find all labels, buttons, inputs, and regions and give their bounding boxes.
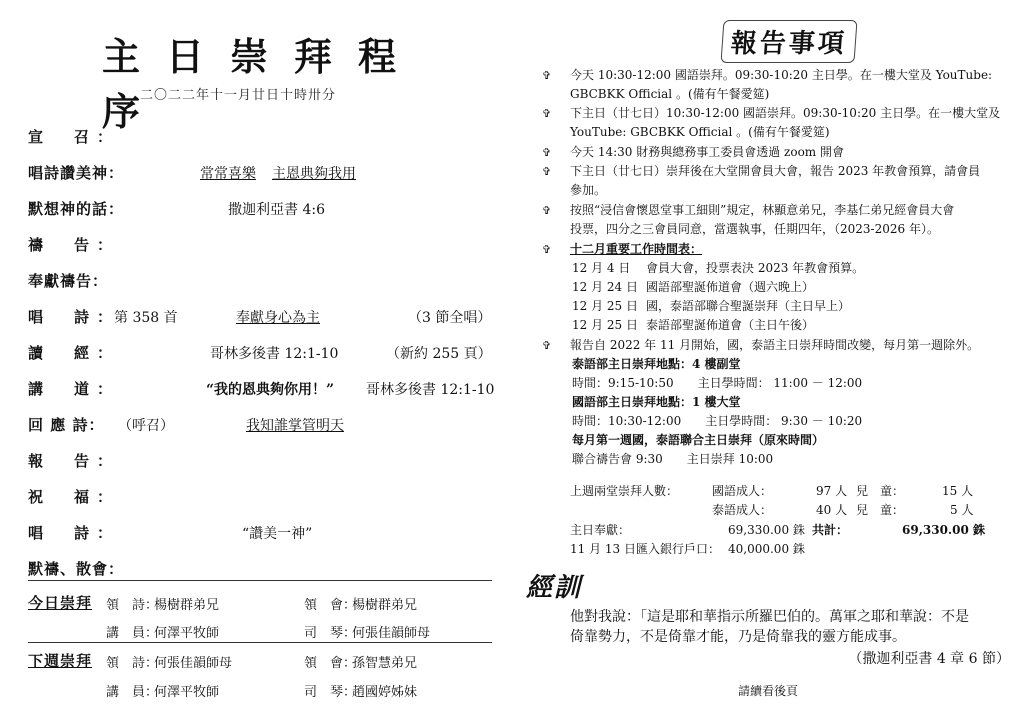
program-item (28, 124, 496, 148)
duty-name: 孫智慧弟兄 (352, 656, 418, 671)
duty-name: 何澤平牧師 (154, 626, 220, 641)
verse-line: 倚靠勢力，不是倚靠才能，乃是倚靠我的靈方能成事。 (570, 629, 906, 645)
divider (28, 580, 492, 581)
stat-value: 5 人 (950, 503, 974, 517)
stat-label: 共計： (812, 523, 849, 537)
item-label: 禱 告： (28, 236, 121, 254)
cross-icon: ✞ (542, 69, 552, 82)
cross-icon: ✞ (542, 243, 552, 256)
announcement-item (540, 240, 1010, 259)
schedule-event: 泰語部聖誕佈道會（主日午後） (646, 318, 815, 332)
schedule-heading: 十二月重要工作時間表： (570, 242, 703, 256)
program-item (28, 484, 496, 508)
duty-role: 領 會： (304, 598, 357, 613)
announcement-text: 下主日（廿七日）崇拜後在大堂開會員大會，報告 2023 年教會預算，請會員 (570, 164, 981, 178)
duty-name: 趙國婷姊妹 (352, 685, 418, 700)
stat-label: 主日奉獻： (570, 523, 631, 537)
schedule-date: 12 月 4 日 (572, 261, 631, 275)
stat-label: 兒 童： (856, 503, 905, 517)
item-note: （呼召） (118, 418, 174, 434)
cross-icon: ✞ (542, 204, 552, 217)
announcement-text: 投票，四分之三會員同意，當選執事，任期四年，（2023-2026 年）。 (570, 222, 939, 236)
service-location: 每月第一週國，泰語聯合主日崇拜（原來時間） (572, 433, 825, 447)
cross-icon: ✞ (542, 146, 552, 159)
program-item (28, 412, 496, 436)
verse-text (570, 607, 1010, 647)
page-title: 主日崇拜程序 (102, 34, 423, 134)
scripture-ref: 哥林多後書 12:1-10 (210, 346, 339, 362)
verse-reference: （撒迦利亞書 4 章 6 節） (848, 651, 1010, 667)
schedule-event: 國，泰語部聯合聖誕崇拜（主日早上） (646, 299, 851, 313)
stat-value: 97 人 (816, 484, 848, 498)
item-label: 報 告： (28, 452, 121, 470)
hymn-title: 奉獻身心為主 (236, 310, 320, 326)
announcements (526, 14, 1010, 714)
item-label: 唱 詩： (28, 524, 121, 542)
scripture-ref: 撒迦利亞書 4:6 (228, 202, 325, 218)
announcement-item (540, 66, 1010, 104)
cross-icon: ✞ (542, 107, 552, 120)
duty-role: 司 琴： (304, 626, 357, 641)
program-item (28, 448, 496, 472)
service-time: 時間：9:15-10:50 主日學時間： 11:00 － 12:00 (572, 376, 863, 390)
duty-name: 楊樹群弟兄 (352, 598, 418, 613)
program-item (28, 160, 496, 184)
stat-label: 11 月 13 日匯入銀行戶口： (570, 542, 720, 556)
continue-note: 請續看後頁 (738, 684, 799, 698)
service-time: 聯合禱告會 9:30 主日崇拜 10:00 (572, 452, 774, 466)
stat-value: 69,330.00 銖 (728, 523, 805, 537)
program-item (28, 556, 496, 580)
announcements-title: 報告事項 (720, 20, 857, 63)
duty-role: 司 琴： (304, 685, 357, 700)
cross-icon: ✞ (542, 165, 552, 178)
hymn-note: （3 節全唱） (408, 310, 492, 326)
duty-group-label: 下週崇拜 (28, 652, 93, 670)
announcement-text: 下主日（廿七日）10:30-12:00 國語崇拜。09:30-10:20 主日學。在一樓大堂及 (570, 106, 1001, 120)
hymn-title: 主恩典夠我用 (272, 166, 356, 182)
duty-name: 何澤平牧師 (154, 685, 220, 700)
duty-name: 楊樹群弟兄 (154, 598, 220, 613)
stat-label: 國語成人： (712, 484, 773, 498)
duty-role: 講 員： (106, 626, 159, 641)
item-label: 默想神的話： (28, 200, 125, 218)
page-ref: （新約 255 頁） (386, 346, 492, 362)
duty-group-label: 今日崇拜 (28, 594, 93, 612)
duty-role: 領 會： (304, 656, 357, 671)
stat-label: 兒 童： (856, 484, 905, 498)
schedule-date: 12 月 24 日 (572, 280, 638, 294)
stat-value: 40 人 (816, 503, 848, 517)
item-label: 回 應 詩： (28, 416, 105, 434)
duty-role: 領 詩： (106, 656, 159, 671)
stat-label: 泰語成人： (712, 503, 773, 517)
duty-role: 講 員： (106, 685, 159, 700)
schedule-row (572, 297, 864, 316)
announcement-item (540, 143, 1010, 162)
announcement-item (540, 162, 1010, 200)
stat-label: 上週兩堂崇拜人數： (570, 484, 679, 498)
schedule-row (572, 316, 864, 335)
schedule-row (572, 259, 864, 278)
announcement-text: 按照“浸信會懷恩堂事工細則”規定，林顯意弟兄，李基仁弟兄經會員大會 (570, 203, 955, 217)
item-label: 奉獻禱告： (28, 272, 109, 290)
program-item (28, 520, 496, 544)
hymn-number: 第 358 首 (114, 310, 178, 326)
stat-value: 69,330.00 銖 (902, 523, 985, 537)
stat-value: 15 人 (942, 484, 974, 498)
service-datetime: 二〇二二年十一月廿日十時卅分 (140, 88, 337, 103)
schedule-date: 12 月 25 日 (572, 299, 638, 313)
sermon-title: “我的恩典夠你用！” (206, 382, 335, 398)
divider (28, 642, 492, 643)
program-item (28, 232, 496, 256)
program-item (28, 304, 496, 328)
item-label: 默禱、散會： (28, 560, 125, 578)
announcement-text: 今天 10:30-12:00 國語崇拜。09:30-10:20 主日學。在一樓大堂及 YouTube: (570, 68, 993, 82)
hymn-title: 我知誰掌管明天 (246, 418, 344, 434)
program-item (28, 268, 496, 292)
program-item (28, 376, 496, 400)
announcement-text: YouTube: GBCBKK Official 。(備有午餐愛筵) (570, 125, 830, 139)
announcement-text: GBCBKK Official 。(備有午餐愛筵) (570, 87, 770, 101)
service-location: 國語部主日崇拜地點：1 樓大堂 (572, 395, 741, 409)
announcement-text: 今天 14:30 財務與總務事工委員會透過 zoom 開會 (570, 145, 844, 159)
verse-title: 經訓 (526, 573, 583, 603)
item-label: 唱詩讚美神： (28, 164, 125, 182)
announcement-item (540, 336, 1010, 355)
duty-name: 何張佳韻師母 (352, 626, 431, 641)
item-label: 唱 詩： (28, 308, 121, 326)
scripture-ref: 哥林多後書 12:1-10 (366, 382, 495, 398)
stat-value: 40,000.00 銖 (728, 542, 805, 556)
schedule-row (572, 278, 864, 297)
announcement-text: 報告自 2022 年 11 月開始，國，泰語主日崇拜時間改變，每月第一週除外。 (570, 338, 980, 352)
hymn-title: “讚美一神” (242, 526, 313, 542)
duty-role: 領 詩： (106, 598, 159, 613)
hymn-title: 常常喜樂 (200, 166, 256, 182)
service-times (572, 355, 862, 469)
service-location: 泰語部主日崇拜地點：4 樓副堂 (572, 357, 741, 371)
program-item (28, 196, 496, 220)
announcement-item (540, 201, 1010, 239)
schedule-event: 會員大會，投票表決 2023 年教會預算。 (646, 261, 865, 275)
item-label: 講 道： (28, 380, 121, 398)
service-time: 時間：10:30-12:00 主日學時間： 9:30 － 10:20 (572, 414, 863, 428)
duty-name: 何張佳韻師母 (154, 656, 233, 671)
cross-icon: ✞ (542, 339, 552, 352)
program-item (28, 340, 496, 364)
item-label: 祝 福： (28, 488, 121, 506)
worship-program (28, 20, 496, 710)
announcement-item (540, 104, 1010, 142)
item-label: 宣 召： (28, 128, 121, 146)
schedule-list (572, 259, 864, 335)
item-label: 讀 經： (28, 344, 121, 362)
schedule-event: 國語部聖誕佈道會（週六晚上） (646, 280, 815, 294)
verse-line: 他對我說：「這是耶和華指示所羅巴伯的。萬軍之耶和華說：不是 (570, 609, 969, 625)
announcement-text: 參加。 (570, 183, 607, 197)
schedule-date: 12 月 25 日 (572, 318, 638, 332)
